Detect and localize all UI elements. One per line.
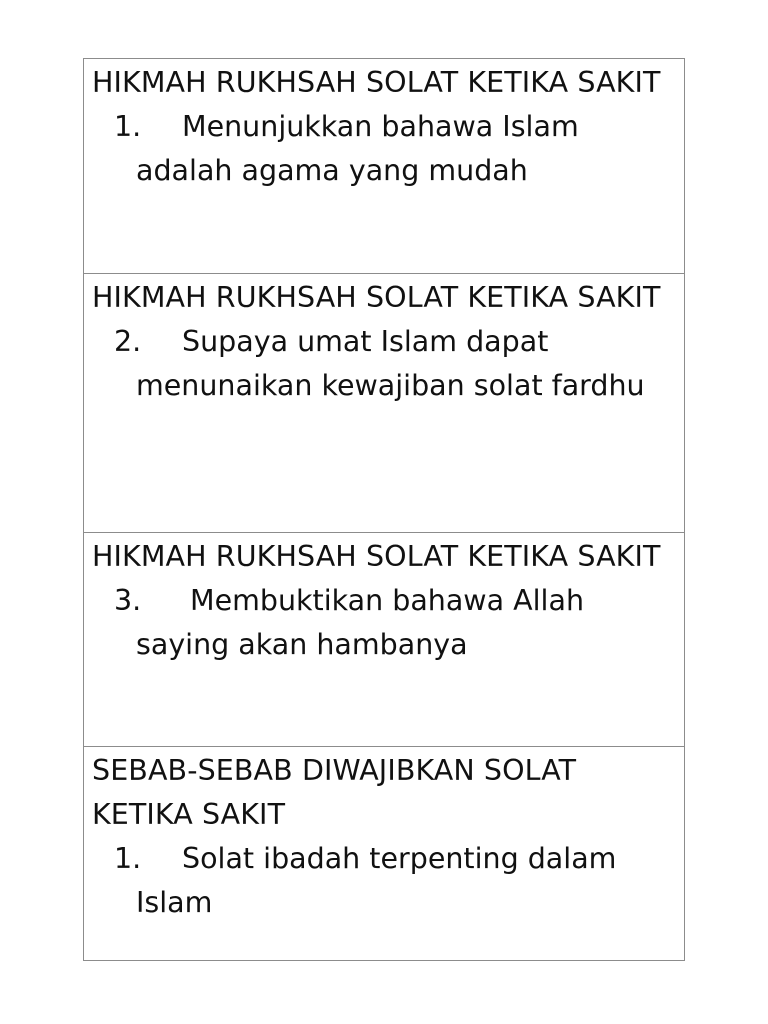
point-number: 2. [114, 325, 142, 358]
card-heading: HIKMAH RUKHSAH SOLAT KETIKA SAKIT [92, 281, 661, 314]
point-item [92, 320, 676, 408]
card-hikmah-1 [84, 59, 684, 273]
point-item [92, 579, 676, 667]
card-heading: HIKMAH RUKHSAH SOLAT KETIKA SAKIT [92, 66, 661, 99]
point-text: Menunjukkan bahawa Islam adalah agama yang mudah [136, 110, 579, 187]
point-text: Membuktikan bahawa Allah saying akan hambanya [136, 584, 585, 661]
point-number: 1. [114, 110, 142, 143]
point-item [92, 837, 676, 925]
card-table [83, 58, 685, 961]
point-number: 3. [114, 584, 142, 617]
card-heading: HIKMAH RUKHSAH SOLAT KETIKA SAKIT [92, 540, 661, 573]
point-text: Supaya umat Islam dapat menunaikan kewajiban solat fardhu [136, 325, 645, 402]
card-sebab-1 [84, 746, 684, 960]
card-hikmah-3 [84, 532, 684, 746]
point-item [92, 105, 676, 193]
card-hikmah-2 [84, 273, 684, 532]
card-heading: SEBAB-SEBAB DIWAJIBKAN SOLAT KETIKA SAKIT [92, 754, 577, 831]
point-number: 1. [114, 842, 142, 875]
point-text: Solat ibadah terpenting dalam Islam [136, 842, 617, 919]
